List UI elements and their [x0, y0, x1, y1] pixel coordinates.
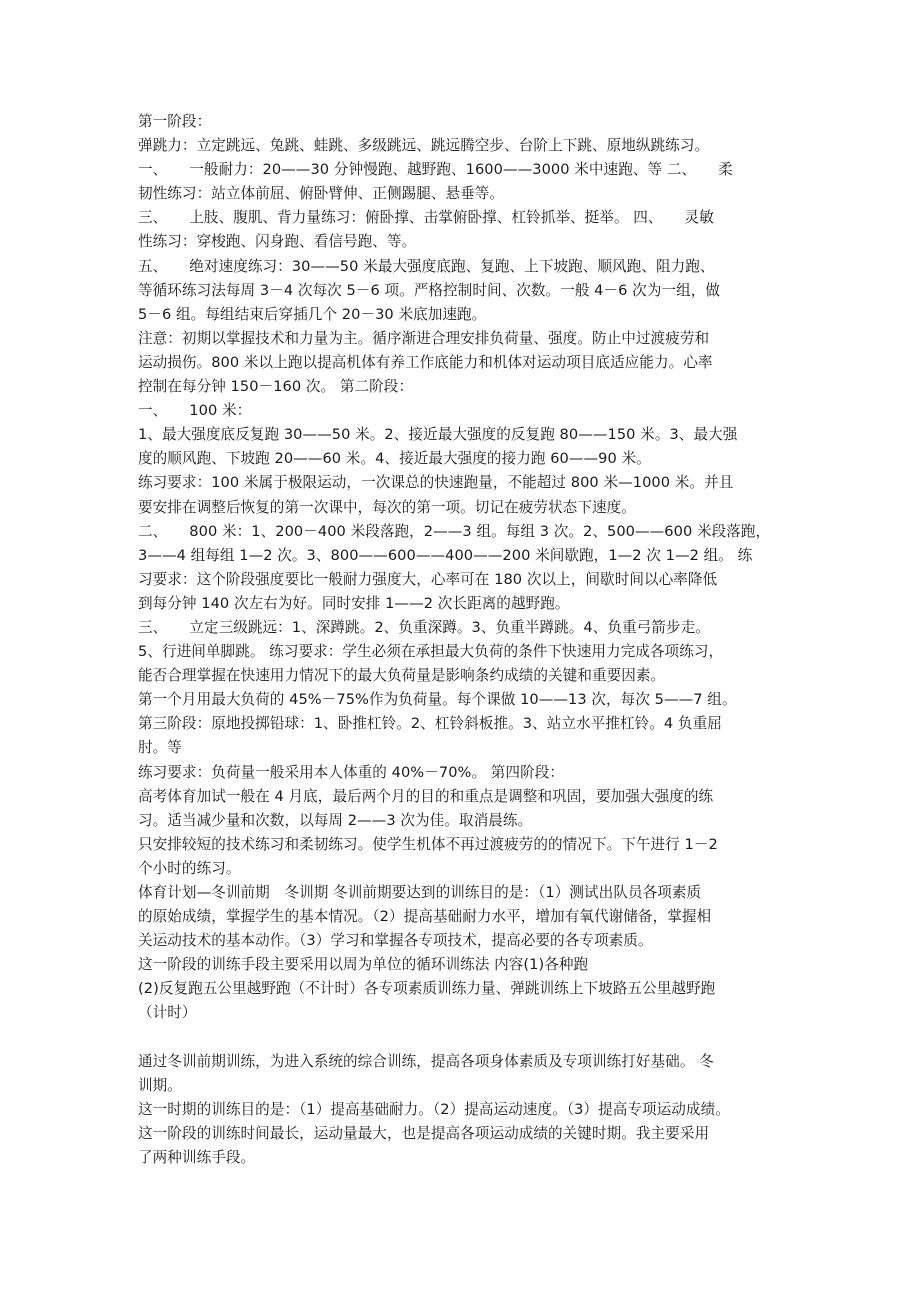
document-body: [138, 110, 798, 1170]
text-line: 习要求：这个阶段强度要比一般耐力强度大，心率可在 180 次以上，间歇时间以心率降低: [138, 570, 718, 588]
text-line: 这一阶段的训练手段主要采用以周为单位的循环训练法 内容(1)各种跑: [138, 956, 589, 974]
text-line: 练习要求：100 米属于极限运动，一次课总的快速跑量，不能超过 800 米—1000 米。并且: [138, 474, 734, 492]
text-line: 个小时的练习。: [138, 859, 241, 877]
text-line: 第一阶段：: [138, 113, 212, 130]
text-line: 3——4 组每组 1—2 次。3、800——600——400——200 米间歇跑，1—2 次 1—2 组。 练: [138, 546, 753, 564]
text-line: 训期。: [138, 1076, 182, 1094]
text-line: 到每分钟 140 次左右为好。同时安排 1——2 次长距离的越野跑。: [138, 594, 570, 612]
text-line: 一、 一般耐力：20——30 分钟慢跑、越野跑、1600——3000 米中速跑、等 二、 柔: [138, 161, 733, 179]
text-line: 5－6 组。每组结束后穿插几个 20－30 米底加速跑。: [138, 305, 487, 323]
text-line: 习。适当减少量和次数，以每周 2——3 次为佳。取消晨练。: [138, 811, 533, 829]
text-line: 度的顺风跑、下坡跑 20——60 米。4、接近最大强度的接力跑 60——90 米。: [138, 450, 651, 468]
text-line: 了两种训练手段。: [138, 1149, 256, 1167]
text-line: 1、最大强度底反复跑 30——50 米。2、接近最大强度的反复跑 80——150 米。3、最大强: [138, 426, 738, 444]
text-line: (2)反复跑五公里越野跑（不计时）各专项素质训练力量、弹跳训练上下坡路五公里越野跑: [138, 980, 716, 998]
text-line: 控制在每分钟 150－160 次。 第二阶段：: [138, 378, 414, 396]
text-line: （计时）: [138, 1004, 197, 1022]
text-line: 要安排在调整后恢复的第一次课中，每次的第一项。切记在疲劳状态下速度。: [138, 498, 636, 516]
text-line: 的原始成绩，掌握学生的基本情况。（2）提高基础耐力水平，增加有氧代谢储备，掌握相: [138, 908, 712, 926]
text-line: 5、行进间单脚跳。 练习要求：学生必须在承担最大负荷的条件下快速用力完成各项练习，: [138, 643, 724, 661]
text-line: 第三阶段：原地投掷铅球：1、卧推杠铃。2、杠铃斜板推。3、站立水平推杠铃。4 负重屈: [138, 715, 722, 733]
text-line: 这一时期的训练目的是：（1）提高基础耐力。（2）提高运动速度。（3）提高专项运动成绩。: [138, 1100, 730, 1118]
text-line: 高考体育加试一般在 4 月底，最后两个月的目的和重点是调整和巩固，要加强大强度的练: [138, 787, 714, 805]
text-line: 肘。等: [138, 739, 182, 757]
text-line: 通过冬训前期训练，为进入系统的综合训练，提高各项身体素质及专项训练打好基础。 冬: [138, 1052, 714, 1070]
text-line: 这一阶段的训练时间最长，运动量最大，也是提高各项运动成绩的关键时期。我主要采用: [138, 1124, 710, 1142]
text-line: 运动损伤。800 米以上跑以提高机体有养工作底能力和机体对运动项目底适应能力。心率: [138, 353, 713, 371]
text-line: 三、 立定三级跳远：1、深蹲跳。2、负重深蹲。3、负重半蹲跳。4、负重弓箭步走。: [138, 618, 710, 636]
text-line: 注意：初期以掌握技术和力量为主。循序渐进合理安排负荷量、强度。防止中过渡疲劳和: [138, 329, 710, 347]
text-line: 一、 100 米：: [138, 402, 252, 420]
text-line: 关运动技术的基本动作。（3）学习和掌握各专项技术，提高必要的各专项素质。: [138, 932, 653, 950]
text-line: 第一个月用最大负荷的 45%－75%作为负荷量。每个课做 10——13 次，每次 5——7 组。: [138, 691, 737, 709]
text-line: 二、 800 米：1、200－400 米段落跑，2——3 组。每组 3 次。2、500——600 米段落跑，: [138, 522, 771, 540]
text-line: 三、 上肢、腹肌、背力量练习：俯卧撑、击掌俯卧撑、杠铃抓举、挺举。 四、 灵敏: [138, 209, 714, 227]
text-line: 五、 绝对速度练习：30——50 米最大强度底跑、复跑、上下坡跑、顺风跑、阻力跑、: [138, 257, 715, 275]
text-line: 能否合理掌握在快速用力情况下的最大负荷量是影响条约成绩的关键和重要因素。: [138, 667, 666, 685]
text-line: 弹跳力：立定跳远、兔跳、蛙跳、多级跳远、跳远腾空步、台阶上下跳、原地纵跳练习。: [138, 137, 710, 155]
text-line: 体育计划—冬训前期 冬训期 冬训前期要达到的训练目的是：（1）测试出队员各项素质: [138, 884, 702, 901]
text-line: 只安排较短的技术练习和柔韧练习。使学生机体不再过渡疲劳的的情况下。下午进行 1－2: [138, 835, 718, 853]
text-line: 练习要求：负荷量一般采用本人体重的 40%－70%。 第四阶段：: [138, 763, 565, 781]
text-line: 等循环练习法每周 3－4 次每次 5－6 项。严格控制时间、次数。一般 4－6 次为一组，做: [138, 281, 721, 299]
text-line: 韧性练习：站立体前屈、俯卧臂伸、正侧踢腿、悬垂等。: [138, 185, 505, 203]
text-line: 性练习：穿梭跑、闪身跑、看信号跑、等。: [138, 233, 417, 251]
blank-line: [138, 1026, 798, 1050]
